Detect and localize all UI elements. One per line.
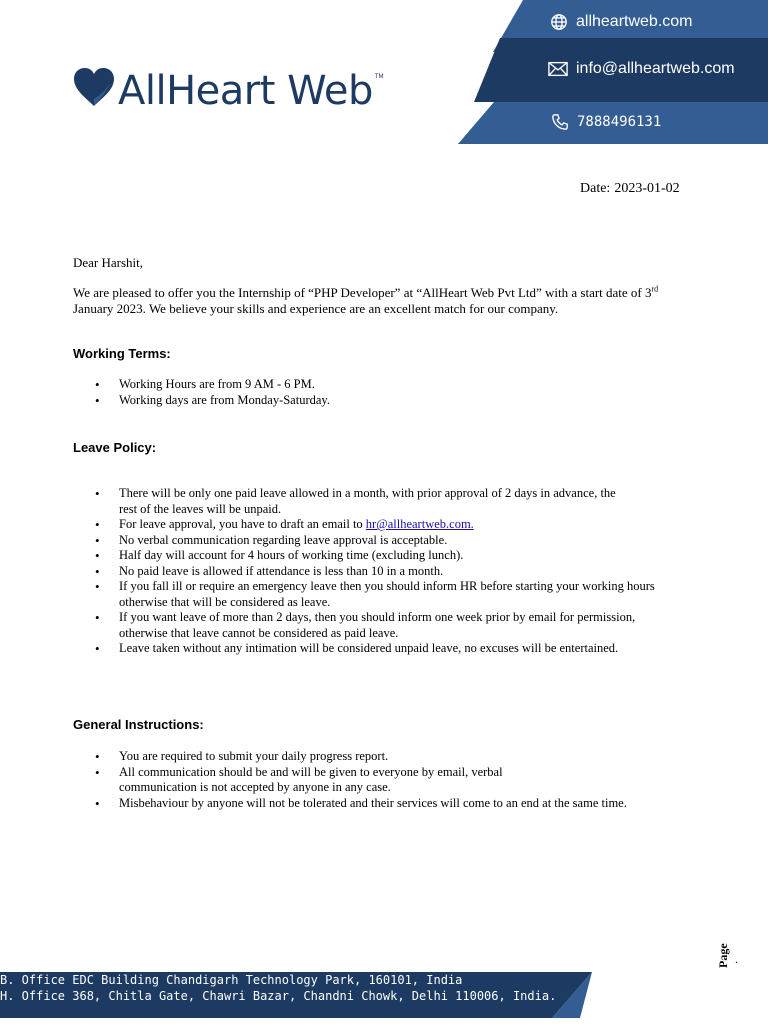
list-item: • Leave taken without any intimation will be considered unpaid leave, no excuses will be entertained. [95, 641, 655, 657]
contact-website[interactable] [550, 13, 693, 31]
contact-email[interactable] [548, 60, 735, 78]
date-value: 2023-01-02 [614, 181, 680, 196]
phone-text[interactable]: 7888496131 [577, 114, 662, 130]
list-item: • Working days are from Monday-Saturday. [95, 393, 695, 409]
list-item-text: For leave approval, you have to draft an email to [119, 517, 366, 531]
email-text[interactable]: info@allheartweb.com [576, 60, 735, 77]
list-item: • No paid leave is allowed if attendance is less than 10 in a month. [95, 564, 655, 580]
list-item [95, 517, 655, 533]
list-item: • There will be only one paid leave allowed in a month, with prior approval of 2 days in advance, the rest of the leaves will be unpaid. [95, 486, 619, 517]
working-terms-list [95, 377, 695, 408]
intro-text-1: We are pleased to offer you the Internship of “PHP Developer” at “AllHeart Web Pvt Ltd” with a start date of 3 [73, 285, 652, 300]
intro-paragraph [73, 285, 698, 316]
date-label: Date: [580, 181, 611, 196]
list-item: • Half day will account for 4 hours of working time (excluding lunch). [95, 548, 655, 564]
head-office-address: H. Office 368, Chitla Gate, Chawri Bazar, Chandni Chowk, Delhi 110006, India. [0, 989, 557, 1003]
working-terms-heading: Working Terms: [73, 346, 171, 361]
branch-office-address: B. Office EDC Building Chandigarh Technology Park, 160101, India [0, 973, 463, 987]
list-item: • Misbehaviour by anyone will not be tolerated and their services will come to an end at the same time. [95, 796, 675, 812]
list-item: • If you want leave of more than 2 days, then you should inform one week prior by email for permission, otherwise that leave cannot be considered as paid leave. [95, 610, 655, 641]
general-instructions-heading: General Instructions: [73, 717, 204, 732]
logo-wordmark: AllHeart Web [118, 67, 373, 114]
page-dot: . [735, 952, 738, 966]
mail-icon [548, 61, 568, 77]
website-text[interactable]: allheartweb.com [576, 13, 693, 30]
company-logo [72, 66, 384, 115]
leave-policy-list [95, 486, 655, 657]
contact-phone[interactable] [551, 113, 661, 131]
heart-icon [72, 66, 116, 115]
page-label: Page [716, 943, 730, 968]
hr-email-link[interactable]: hr@allheartweb.com. [365, 517, 474, 531]
list-item: • Working Hours are from 9 AM - 6 PM. [95, 377, 695, 393]
list-item: • All communication should be and will be given to everyone by email, verbal communication is not accepted by anyone in any case. [95, 765, 559, 796]
list-item: • No verbal communication regarding leave approval is acceptable. [95, 533, 655, 549]
list-item: • You are required to submit your daily progress report. [95, 749, 675, 765]
greeting: Dear Harshit, [73, 255, 144, 270]
general-instructions-list [95, 749, 675, 811]
logo-trademark: TM [374, 73, 384, 80]
list-item: • If you fall ill or require an emergency leave then you should inform HR before starting your working hours otherwise that will be considered as leave. [95, 579, 655, 610]
intro-ordinal: rd [651, 284, 659, 294]
intro-text-2: January 2023. We believe your skills and experience are an excellent match for our company. [73, 300, 559, 316]
globe-icon [550, 13, 568, 31]
letter-date [580, 181, 680, 197]
phone-icon [551, 113, 569, 131]
leave-policy-heading: Leave Policy: [73, 440, 157, 455]
